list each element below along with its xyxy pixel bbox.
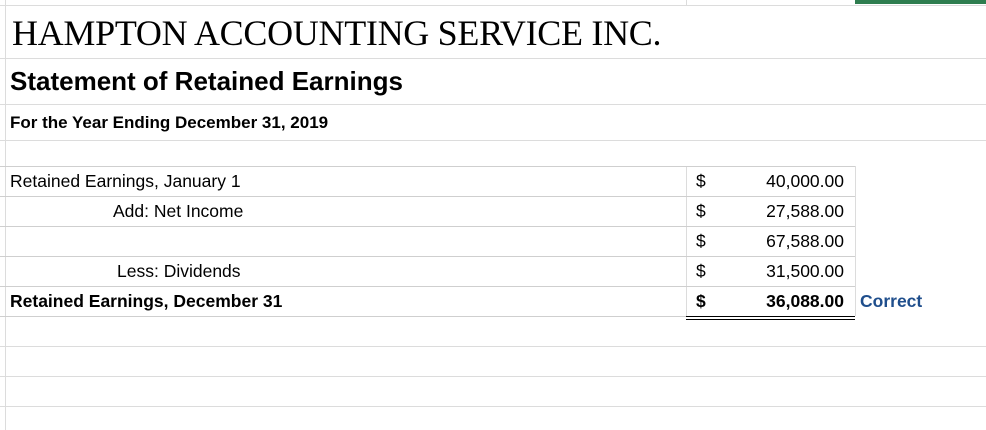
currency-symbol: $ — [696, 291, 706, 311]
grid-line — [0, 5, 986, 6]
amount-subtotal: 67,588.00 — [766, 231, 844, 251]
statement-title: Statement of Retained Earnings — [10, 66, 403, 96]
grid-line — [686, 166, 687, 316]
row-divider — [0, 286, 855, 287]
row-divider — [0, 196, 855, 197]
double-underline — [686, 316, 855, 317]
double-underline — [686, 319, 855, 320]
grid-line — [0, 406, 986, 407]
row-label-net-income: Add: Net Income — [113, 201, 244, 221]
currency-symbol: $ — [696, 171, 706, 191]
row-label-retained-dec: Retained Earnings, December 31 — [10, 291, 283, 311]
grid-line — [855, 166, 856, 316]
grid-line — [0, 104, 986, 105]
amount-retained-jan: 40,000.00 — [766, 171, 844, 191]
amount-retained-dec: 36,088.00 — [766, 291, 844, 311]
grid-line — [0, 58, 986, 59]
grid-line — [0, 376, 986, 377]
grid-line — [5, 0, 6, 430]
grid-line — [686, 0, 687, 5]
currency-symbol: $ — [696, 261, 706, 281]
selection-accent-bar — [855, 0, 986, 4]
statement-period: For the Year Ending December 31, 2019 — [10, 113, 329, 132]
row-divider — [0, 256, 855, 257]
row-label-dividends: Less: Dividends — [117, 261, 241, 281]
grid-line — [0, 346, 986, 347]
amount-net-income: 27,588.00 — [766, 201, 844, 221]
amount-dividends: 31,500.00 — [766, 261, 844, 281]
grid-line — [0, 140, 986, 141]
currency-symbol: $ — [696, 201, 706, 221]
company-name: HAMPTON ACCOUNTING SERVICE INC. — [12, 13, 662, 53]
row-divider — [0, 166, 855, 167]
currency-symbol: $ — [696, 231, 706, 251]
row-divider — [0, 226, 855, 227]
row-label-retained-jan: Retained Earnings, January 1 — [10, 171, 241, 191]
status-correct: Correct — [860, 291, 923, 311]
